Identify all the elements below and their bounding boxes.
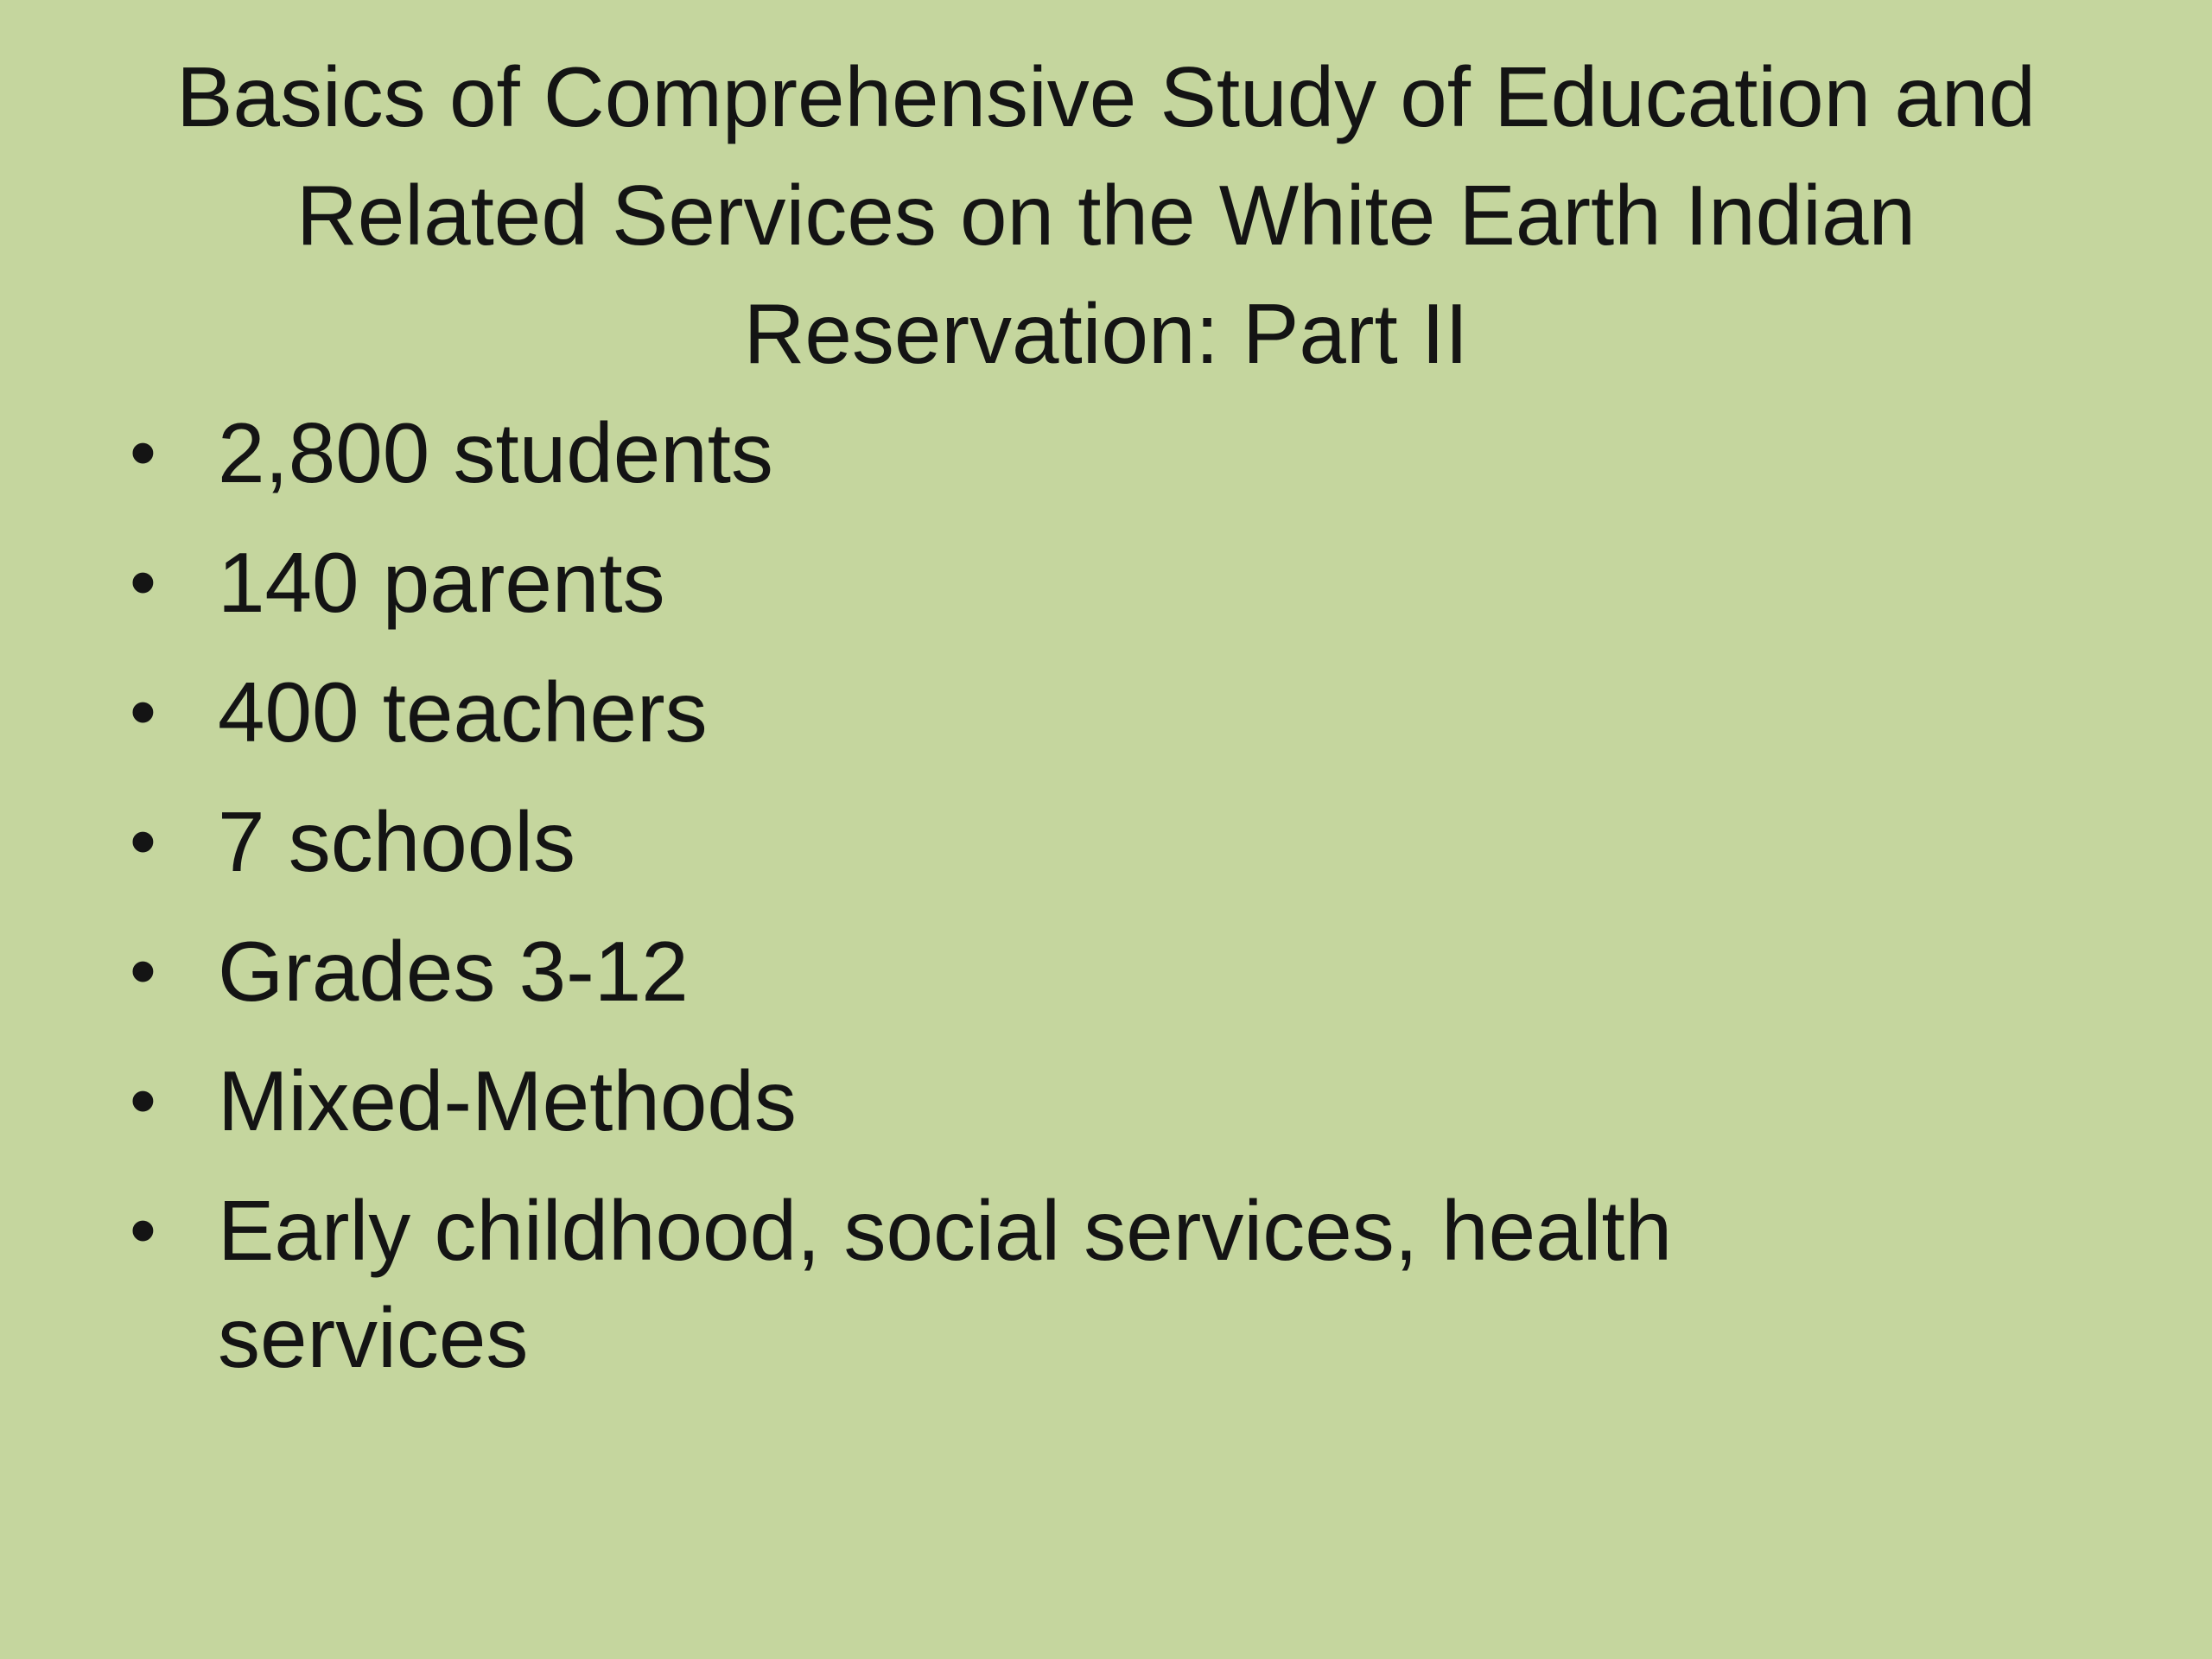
bullet-item-students [130, 399, 1903, 506]
bullet-item-services [130, 1177, 1903, 1391]
bullet-icon: • [130, 798, 156, 884]
bullet-text: 400 teachers [218, 664, 708, 760]
bullet-item-methods [130, 1047, 1903, 1154]
bullet-icon: • [130, 928, 156, 1014]
bullet-text: Grades 3-12 [218, 924, 689, 1019]
bullet-text: Mixed-Methods [218, 1053, 797, 1148]
bullet-item-schools [130, 788, 1903, 895]
slide-title: Basics of Comprehensive Study of Education and Related Services on the White Earth Indian Reservation: Part II [176, 49, 2036, 381]
bullet-item-teachers [130, 658, 1903, 766]
bullet-text: 140 parents [218, 535, 665, 630]
bullet-icon: • [130, 669, 156, 754]
bullet-icon: • [130, 1058, 156, 1143]
bullet-text: 7 schools [218, 794, 576, 889]
bullet-text: 2,800 students [218, 405, 773, 500]
bullet-list [130, 399, 2074, 1391]
bullet-text: Early childhood, social services, health services [218, 1183, 1673, 1385]
bullet-icon: • [130, 539, 156, 625]
bullet-item-parents [130, 529, 1903, 636]
bullet-icon: • [130, 410, 156, 495]
bullet-item-grades [130, 918, 1903, 1025]
bullet-icon: • [130, 1187, 156, 1273]
